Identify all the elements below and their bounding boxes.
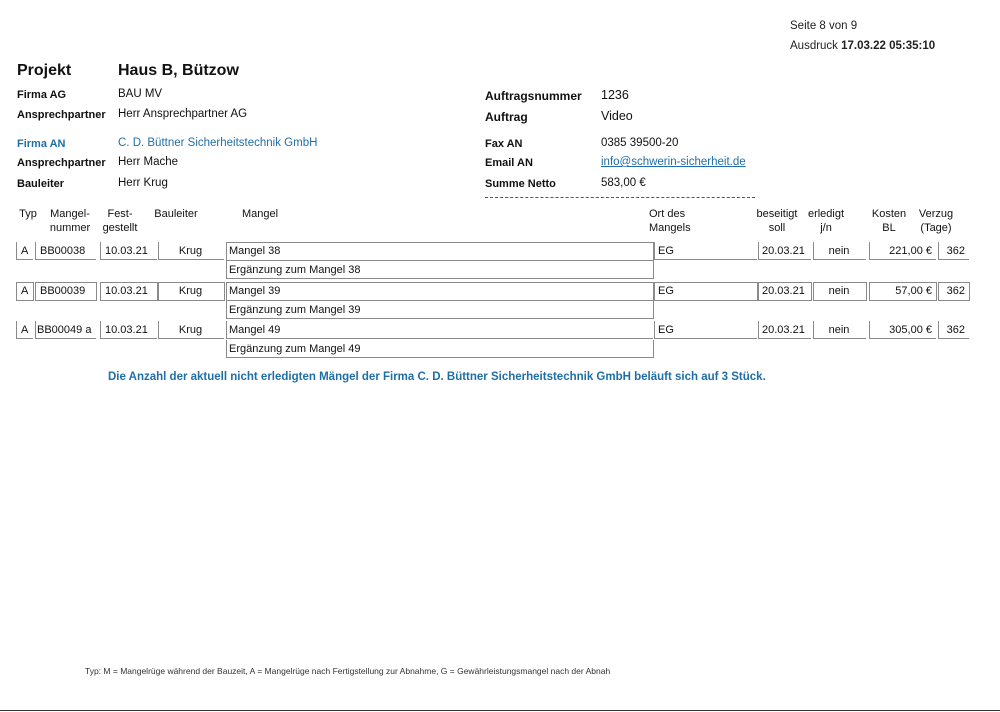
firma-ag-value: BAU MV (118, 88, 163, 100)
col-bauleiter-header: Bauleiter (154, 208, 198, 220)
row-verzug: 362 (946, 245, 965, 257)
col-mangel-header: Mangel (241, 208, 279, 220)
row-mangel-box (226, 242, 654, 261)
row-festgestellt: 10.03.21 (105, 285, 148, 297)
row-typ: A (21, 245, 29, 257)
email-link[interactable]: info@schwerin-sicherheit.de (601, 156, 746, 168)
row-ergaenzung: Ergänzung zum Mangel 39 (229, 304, 361, 316)
ansprechpartner-ag-value: Herr Ansprechpartner AG (118, 108, 248, 120)
row-kosten: 57,00 € (895, 285, 932, 297)
row-mangel: Mangel 39 (229, 285, 281, 297)
print-value: 17.03.22 05:35:10 (841, 40, 936, 52)
firma-an-value: C. D. Büttner Sicherheitstechnik GmbH (118, 137, 318, 149)
project-title: Haus B, Bützow (118, 62, 239, 79)
row-bauleiter: Krug (178, 245, 203, 257)
row-mangel: Mangel 38 (229, 245, 281, 257)
row-erledigt: nein (828, 285, 850, 297)
row-typ: A (21, 324, 29, 336)
col-verzug-header: Verzug (Tage) (918, 208, 954, 234)
row-beseitigt: 20.03.21 (762, 285, 805, 297)
firma-ag-label: Firma AG (17, 89, 67, 101)
firma-an-label: Firma AN (17, 138, 66, 150)
print-timestamp (790, 40, 935, 52)
bauleiter-label: Bauleiter (17, 178, 65, 190)
row-verzug: 362 (946, 285, 965, 297)
ansprechpartner-ag-label: Ansprechpartner (17, 109, 106, 121)
row-ergaenzung: Ergänzung zum Mangel 49 (229, 343, 361, 355)
ansprechpartner-an-value: Herr Mache (118, 156, 179, 168)
summary-text: Die Anzahl der aktuell nicht erledigten Mängel der Firma C. D. Büttner Sicherheitstechnik GmbH beläuft sich auf 3 Stück. (108, 371, 766, 383)
row-mangel-box (226, 282, 654, 301)
row-ort: EG (658, 285, 674, 297)
row-ort: EG (658, 324, 674, 336)
email-label: Email AN (485, 157, 533, 169)
col-festgestellt-header: Fest- gestellt (102, 208, 138, 234)
row-ergaenzung: Ergänzung zum Mangel 38 (229, 264, 361, 276)
col-beseitigt-header: beseitigt soll (756, 208, 798, 234)
row-nummer: BB00039 (40, 285, 86, 297)
row-typ: A (21, 285, 29, 297)
auftrag-value: Video (601, 109, 633, 123)
auftragsnummer-label: Auftragsnummer (485, 89, 582, 103)
row-verzug: 362 (946, 324, 965, 336)
row-nummer: BB00049 a (37, 324, 92, 336)
auftrag-label: Auftrag (485, 110, 528, 124)
col-ort-header: Ort des Mangels (649, 208, 691, 234)
col-kosten-header: Kosten BL (871, 208, 907, 234)
col-typ-header: Typ (19, 208, 37, 220)
page-number: Seite 8 von 9 (790, 20, 858, 32)
row-beseitigt: 20.03.21 (762, 324, 805, 336)
print-label: Ausdruck (790, 40, 842, 52)
project-label: Projekt (17, 62, 72, 79)
summe-value: 583,00 € (601, 177, 646, 189)
row-erledigt: nein (828, 324, 850, 336)
row-bauleiter: Krug (178, 324, 203, 336)
row-mangel: Mangel 49 (229, 324, 281, 336)
row-kosten: 305,00 € (889, 324, 932, 336)
summe-label: Summe Netto (485, 178, 556, 190)
auftragsnummer-value: 1236 (601, 88, 629, 102)
page-bottom-line (0, 710, 1000, 711)
row-beseitigt: 20.03.21 (762, 245, 805, 257)
row-ort: EG (658, 245, 674, 257)
col-nummer-header: Mangel- nummer (49, 208, 91, 234)
ansprechpartner-an-label: Ansprechpartner (17, 157, 106, 169)
row-mangel-box (226, 321, 653, 339)
fax-value: 0385 39500-20 (601, 137, 679, 149)
divider (485, 197, 755, 198)
row-festgestellt: 10.03.21 (105, 324, 148, 336)
row-kosten: 221,00 € (889, 245, 932, 257)
row-festgestellt: 10.03.21 (105, 245, 148, 257)
row-erledigt: nein (828, 245, 850, 257)
row-bauleiter: Krug (178, 285, 203, 297)
col-erledigt-header: erledigt j/n (807, 208, 845, 234)
fax-label: Fax AN (485, 138, 523, 150)
footer-legend: Typ: M = Mangelrüge während der Bauzeit, A = Mangelrüge nach Fertigstellung zur Abnahme, G = Gewährleistungsmangel nach der Abnah (85, 666, 611, 676)
row-nummer: BB00038 (40, 245, 86, 257)
bauleiter-value: Herr Krug (118, 177, 168, 189)
